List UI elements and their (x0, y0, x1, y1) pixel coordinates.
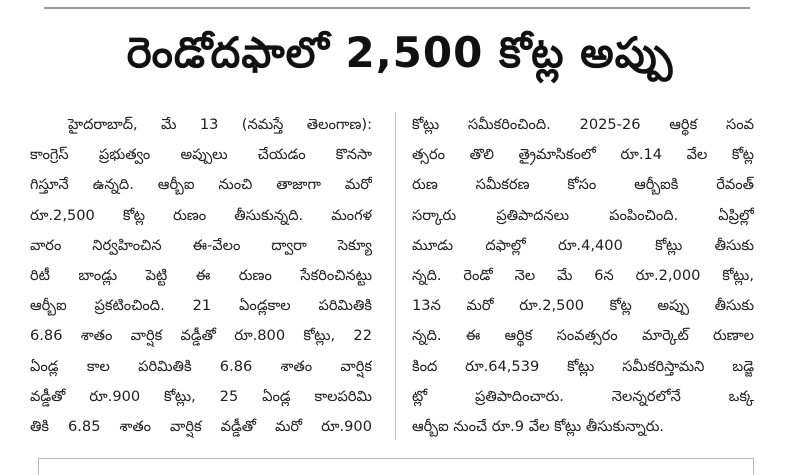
article-line: ఏండ్ల కాల పరిమితికి 6.86 శాతం వార్షిక (30, 357, 372, 375)
article-line: మూడు దఫాల్లో రూ.4,400 కోట్లు తీసుకు (412, 236, 754, 254)
article-line: ఆర్బీఐ నుంచే రూ.9 వేల కోట్లు తీసుకున్నారు. (412, 418, 665, 436)
headline: రెండోదఫాలో 2,500 కోట్ల అప్పు (126, 28, 674, 77)
article-line: రూ.2,500 కోట్ల రుణం తీసుకున్నది. మంగళ (30, 206, 372, 224)
article-line: కింద రూ.64,539 కోట్లు సమీకరిస్తామని బడ్జె (412, 357, 754, 375)
column-divider (395, 112, 396, 440)
article-line: వడ్డీతో రూ.900 కోట్లు, 25 ఏండ్ల కాలపరిమి (30, 387, 372, 405)
article-line: కాంగ్రెస్ ప్రభుత్వం అప్పులు చేయడం కొనసా (30, 146, 372, 164)
article-line: న్నది. రెండో నెల మే 6న రూ.2,000 కోట్లు, (412, 267, 754, 285)
article-line: తికి 6.85 శాతం వార్షిక వడ్డీతో మరో రూ.900 (30, 418, 372, 436)
article-line: హైదరాబాద్, మే 13 (నమస్తే తెలంగాణ): (68, 116, 372, 133)
article-line: ఆర్బీఐ ప్రకటించింది. 21 ఏండ్లకాల పరిమితికి (30, 297, 372, 315)
article-line: సర్కారు ప్రతిపాదనలు పంపించింది. ఏప్రిల్లో (412, 206, 754, 224)
article-line: కోట్లు సమీకరించింది. 2025-26 ఆర్థిక సంవ (412, 116, 754, 133)
article-line: రిటీ బాండ్లు పెట్టి ఈ రుణం సేకరించినట్టు (30, 267, 372, 285)
article-line: 13న మరో రూ.2,500 కోట్ల అప్పు తీసుకు (412, 297, 754, 315)
article-line: ట్లో ప్రతిపాదించారు. నెలన్నరలోనే ఒక్క (412, 387, 754, 405)
article-line: 6.86 శాతం వార్షిక వడ్డీతో రూ.800 కోట్లు, 22 (30, 327, 372, 345)
article-line: త్సరం తొలి త్రైమాసికంలో రూ.14 వేల కోట్ల (412, 146, 754, 164)
top-divider (44, 7, 750, 9)
article-column-right (412, 110, 754, 442)
article-line: గిస్తూనే ఉన్నది. ఆర్బీఐ నుంచి తాజాగా మరో (30, 176, 372, 194)
article-line: న్నది. ఈ ఆర్థిక సంవత్సరం మార్కెట్ రుణాల (412, 327, 754, 345)
article-line: రుణ సమీకరణ కోసం ఆర్బీఐకి రేవంత్ (412, 176, 754, 194)
next-article-box (38, 458, 754, 475)
article-column-left (30, 110, 372, 442)
article-line: వారం నిర్వహించిన ఈ-వేలం ద్వారా సెక్యూ (30, 236, 372, 254)
